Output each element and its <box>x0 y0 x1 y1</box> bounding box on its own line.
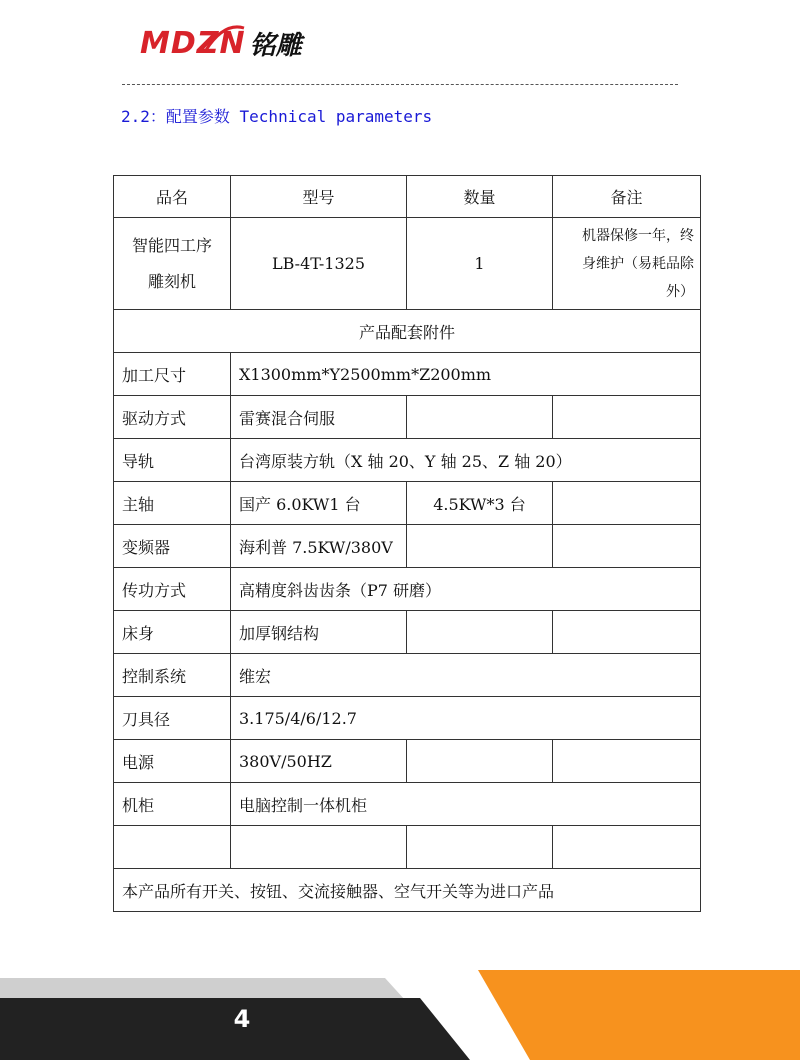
logo-swoosh-icon <box>202 20 246 60</box>
header-cell: 品名 <box>114 176 231 218</box>
row-value: 雷赛混合伺服 <box>231 396 407 439</box>
row-label: 变频器 <box>114 525 231 568</box>
page-number: 4 <box>233 1005 251 1033</box>
empty-cell <box>407 396 553 439</box>
row-label: 控制系统 <box>114 654 231 697</box>
header-divider <box>122 84 678 85</box>
product-note-cell <box>553 218 701 310</box>
row-label: 驱动方式 <box>114 396 231 439</box>
table-row <box>114 783 701 826</box>
empty-cell <box>553 740 701 783</box>
row-label: 主轴 <box>114 482 231 525</box>
product-name-cell <box>114 218 231 310</box>
row-value-secondary: 4.5KW*3 台 <box>407 482 553 525</box>
row-label: 导轨 <box>114 439 231 482</box>
table-row <box>114 353 701 396</box>
row-value: 高精度斜齿齿条（P7 研磨） <box>231 568 701 611</box>
row-value: 380V/50HZ <box>231 740 407 783</box>
table-row <box>114 525 701 568</box>
row-value: 电脑控制一体机柜 <box>231 783 701 826</box>
row-value: 海利普 7.5KW/380V <box>231 525 407 568</box>
row-value: X1300mm*Y2500mm*Z200mm <box>231 353 701 396</box>
empty-cell <box>407 826 553 869</box>
row-label: 电源 <box>114 740 231 783</box>
table-row <box>114 568 701 611</box>
table-row <box>114 654 701 697</box>
product-name-line: 智能四工序 <box>131 235 212 255</box>
empty-row <box>114 826 701 869</box>
empty-cell <box>407 611 553 654</box>
product-note-line: 外） <box>666 283 694 300</box>
row-label: 机柜 <box>114 783 231 826</box>
row-value: 加厚钢结构 <box>231 611 407 654</box>
row-value: 3.175/4/6/12.7 <box>231 697 701 740</box>
company-logo <box>140 18 302 68</box>
footer-band <box>0 960 800 1060</box>
logo-chinese-name: 铭雕 <box>249 30 302 61</box>
header-cell: 型号 <box>231 176 407 218</box>
product-note-line: 机器保修一年，终 <box>582 227 694 244</box>
row-label: 床身 <box>114 611 231 654</box>
product-model-cell: LB-4T-1325 <box>231 218 407 310</box>
row-label: 传功方式 <box>114 568 231 611</box>
header-cell: 数量 <box>407 176 553 218</box>
empty-cell <box>407 525 553 568</box>
table-row <box>114 396 701 439</box>
row-label: 刀具径 <box>114 697 231 740</box>
empty-cell <box>114 826 231 869</box>
row-value: 国产 6.0KW1 台 <box>231 482 407 525</box>
section-heading: 2.2：配置参数 Technical parameters <box>121 107 433 126</box>
table-row <box>114 697 701 740</box>
row-value: 台湾原装方轨（X 轴 20、Y 轴 25、Z 轴 20） <box>231 439 701 482</box>
empty-cell <box>553 611 701 654</box>
row-label: 加工尺寸 <box>114 353 231 396</box>
empty-cell <box>553 396 701 439</box>
header-cell: 备注 <box>553 176 701 218</box>
table-row <box>114 482 701 525</box>
section-title-cell: 产品配套附件 <box>114 310 701 353</box>
logo-mark: MDZN <box>140 25 246 61</box>
table-row <box>114 740 701 783</box>
section-title-row <box>114 310 701 353</box>
empty-cell <box>553 482 701 525</box>
footer-note-row <box>114 869 701 912</box>
product-qty-cell: 1 <box>407 218 553 310</box>
product-note-line: 身维护（易耗品除 <box>582 255 694 272</box>
spec-table <box>113 175 701 912</box>
empty-cell <box>553 525 701 568</box>
empty-cell <box>231 826 407 869</box>
product-name-line: 雕刻机 <box>147 271 196 291</box>
empty-cell <box>553 826 701 869</box>
row-value: 维宏 <box>231 654 701 697</box>
footer-note-cell: 本产品所有开关、按钮、交流接触器、空气开关等为进口产品 <box>114 869 701 912</box>
table-row <box>114 611 701 654</box>
table-row <box>114 439 701 482</box>
table-header-row <box>114 176 701 218</box>
empty-cell <box>407 740 553 783</box>
product-row <box>114 218 701 310</box>
